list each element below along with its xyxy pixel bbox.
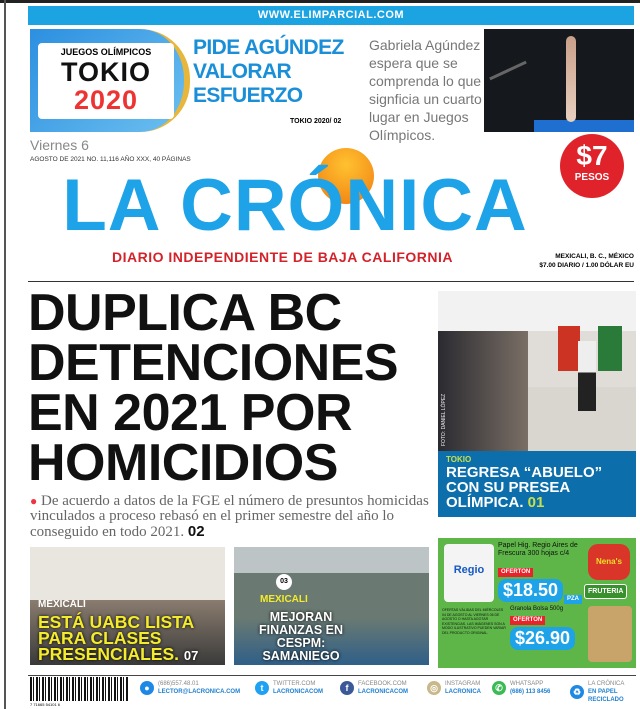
olympics-logo bbox=[30, 29, 190, 132]
story-headline bbox=[38, 614, 222, 664]
ad-unit: PZA bbox=[564, 595, 582, 604]
footer-top: WHATSAPP bbox=[510, 681, 544, 687]
recycle-icon: ♻ bbox=[570, 685, 584, 699]
price-line: $7.00 DIARIO / 1.00 DÓLAR EU bbox=[539, 262, 634, 269]
price-unit: PESOS bbox=[574, 172, 610, 183]
footer-top: INSTAGRAM bbox=[445, 681, 481, 687]
barcode bbox=[30, 677, 128, 701]
twitter-icon: t bbox=[255, 681, 269, 695]
side-page-ref: 01 bbox=[527, 494, 545, 511]
footer-bottom: LACRONICACOM bbox=[358, 689, 408, 695]
place-text: MEXICALI, B. C., MÉXICO bbox=[555, 253, 634, 260]
story-kicker: MEXICALI bbox=[38, 599, 86, 610]
issue-info: AGOSTO DE 2021 NO. 11,116 AÑO XXX, 40 PÁGINAS bbox=[30, 156, 191, 163]
olympics-year: 2020 bbox=[73, 85, 139, 115]
left-rule bbox=[4, 0, 6, 709]
banner-page-ref: TOKIO 2020/ 02 bbox=[290, 118, 342, 125]
footer-contact[interactable] bbox=[140, 680, 240, 696]
footer-instagram[interactable] bbox=[427, 680, 481, 696]
ad-offer: OFERTON bbox=[498, 568, 533, 577]
ad-legal: OFERTAS VÁLIDAS DEL MIÉRCOLES 04 DE AGOSTO AL VIERNES 06 DE AGOSTO O HASTA AGOTAR EXISTENCIAS. LAS IMÁGENES SON A MODO ILUSTRATIVO PUEDEN VARIAR DEL PRODUCTO ORIGINAL. bbox=[442, 608, 506, 635]
price-badge bbox=[560, 134, 624, 198]
side-story-headline bbox=[446, 465, 628, 510]
story-kicker: MEXICALI bbox=[260, 594, 308, 605]
story-cespm[interactable] bbox=[234, 547, 429, 665]
footer-top: LA CRÓNICA bbox=[588, 681, 625, 687]
instagram-icon: ◎ bbox=[427, 681, 441, 695]
masthead-logo: LA CRÓNICA bbox=[62, 165, 528, 246]
footer-bottom: LECTOR@LACRONICA.COM bbox=[158, 689, 241, 695]
olympics-word: TOKIO bbox=[60, 57, 151, 87]
ad-product1: Papel Hig. Regio Aires de Frescura 300 hojas c/4 bbox=[498, 542, 578, 557]
side-story-kicker: TOKIO bbox=[446, 455, 472, 464]
footer-bottom: EN PAPEL RECICLADO bbox=[588, 689, 624, 703]
ad-store-name: Nena's bbox=[588, 544, 630, 580]
ad-price1: $18.50 bbox=[498, 579, 563, 602]
footer-bottom: LACRONICA bbox=[445, 689, 481, 695]
footer-top: (686)557.48.01 bbox=[158, 681, 199, 687]
bullet-icon: ● bbox=[30, 494, 38, 508]
story-headline-text: ESTÁ UABC LISTA PARA CLASES PRESENCIALES. bbox=[38, 612, 194, 664]
story-headline: MEJORAN FINANZAS EN CESPM: SAMANIEGO bbox=[258, 610, 344, 663]
ad-offer2: OFERTON bbox=[510, 616, 545, 625]
footer-bottom: LACRONICACOM bbox=[273, 689, 323, 695]
whatsapp-icon: ✆ bbox=[492, 681, 506, 695]
olympics-kicker: JUEGOS OLÍMPICOS bbox=[60, 47, 152, 57]
footer-divider bbox=[28, 675, 636, 676]
side-headline-text: REGRESA “ABUELO” CON SU PRESEA OLÍMPICA. bbox=[446, 464, 603, 511]
grocery-ad[interactable] bbox=[438, 538, 636, 668]
footer-facebook[interactable] bbox=[340, 680, 408, 696]
price-value: $7 bbox=[576, 140, 608, 171]
divider bbox=[28, 281, 634, 282]
lead-headline[interactable]: DUPLICA BC DETENCIONES EN 2021 POR HOMICIDIOS bbox=[28, 284, 399, 492]
ad-product2: Granola Bolsa 500g bbox=[510, 606, 564, 612]
footer-top: TWITTER.COM bbox=[273, 681, 316, 687]
page-ref: 02 bbox=[187, 523, 205, 540]
granola-bag bbox=[588, 606, 632, 662]
ad-brand: Regio bbox=[444, 544, 494, 602]
website-url[interactable]: WWW.ELIMPARCIAL.COM bbox=[28, 6, 634, 25]
banner-text: Gabriela Agúndez espera que se comprenda lo que signficia un cuarto lugar en Juegos Olímpicos. bbox=[369, 37, 482, 143]
date-day: Viernes 6 bbox=[30, 137, 89, 153]
side-story-photo bbox=[438, 291, 636, 451]
masthead-place bbox=[520, 252, 634, 270]
ad-store: FRUTERIA bbox=[584, 584, 627, 599]
side-story-box[interactable] bbox=[438, 451, 636, 517]
footer-bottom: (686) 113 8456 bbox=[510, 689, 551, 695]
ad-price2: $26.90 bbox=[510, 627, 575, 650]
story-page-ref: 07 bbox=[183, 648, 199, 663]
banner-headline[interactable]: PIDE AGÚNDEZ VALORAR ESFUERZO bbox=[193, 36, 344, 107]
summary-text: De acuerdo a datos de la FGE el número de presuntos homicidas vinculados a proceso rebasó en el primer semestre del año lo conseguido en todo 2021. bbox=[30, 493, 429, 540]
diver-photo bbox=[484, 29, 634, 132]
diver-figure bbox=[566, 36, 576, 122]
story-uabc[interactable] bbox=[30, 547, 225, 665]
lead-summary bbox=[30, 494, 434, 540]
masthead-tagline: DIARIO INDEPENDIENTE DE BAJA CALIFORNIA bbox=[112, 249, 454, 265]
story-number: 03 bbox=[276, 574, 292, 590]
footer-top: FACEBOOK.COM bbox=[358, 681, 407, 687]
facebook-icon: f bbox=[340, 681, 354, 695]
barcode-number: 7 71665 54101 6 bbox=[30, 702, 61, 707]
user-icon: ● bbox=[140, 681, 154, 695]
footer-whatsapp[interactable] bbox=[492, 680, 550, 696]
photo-credit: FOTO: DANIEL LÓPEZ bbox=[441, 393, 447, 446]
top-rule bbox=[0, 0, 640, 3]
footer-twitter[interactable] bbox=[255, 680, 323, 696]
footer-recycled bbox=[570, 680, 638, 704]
